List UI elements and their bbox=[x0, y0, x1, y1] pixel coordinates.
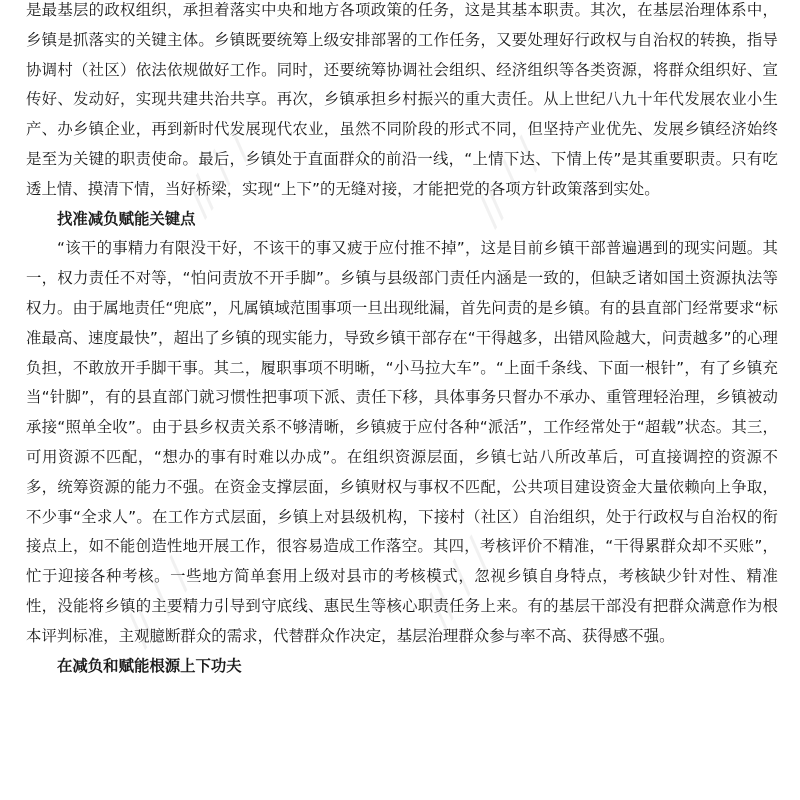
section-heading-key-points: 找准减负赋能关键点 bbox=[57, 209, 196, 228]
watermark-mark: ⁄⁄ ⁄ ⁄ bbox=[466, 133, 555, 230]
watermark-mark: ⁄⁄ ⁄ ⁄ bbox=[176, 123, 265, 220]
section-heading-root-causes: 在减负和赋能根源上下功夫 bbox=[57, 656, 242, 675]
paragraph-intro-continued: 是最基层的政权组织，承担着落实中央和地方各项政策的任务，这是其基本职责。其次，在基层治理体系中，乡镇是抓落实的关键主体。乡镇既要统筹上级安排部署的工作任务，又要处理好行政权与自治权的转换，指导协调村（社区）依法依规做好工作。同时，还要统筹协调社会组织、经济组织等各类资源，将群众组织好、宣传好、发动好，实现共建共治共享。再次，乡镇承担乡村振兴的重大责任。从上世纪八九十年代发展农业小生产、办乡镇企业，再到新时代发展现代农业，虽然不同阶段的形式不同，但坚持产业优先、发展乡镇经济始终是至为关键的职责使命。最后，乡镇处于直面群众的前沿一线，“上情下达、下情上传”是其重要职责。只有吃透上情、摸清下情，当好桥梁，实现“上下”的无缝对接，才能把党的各项方针政策落到实处。 bbox=[26, 1, 778, 198]
watermark-mark: ⁄⁄ ⁄ ⁄ bbox=[416, 533, 505, 630]
article-body bbox=[26, 0, 778, 681]
paragraph-key-points: “该干的事精力有限没干好，不该干的事又疲于应付推不掉”，这是目前乡镇干部普遍遇到的现实问题。其一，权力责任不对等，“怕问责放不开手脚”。乡镇与县级部门责任内涵是一致的，但缺乏诸如国土资源执法等权力。由于属地责任“兜底”，凡属镇域范围事项一旦出现纰漏，首先问责的是乡镇。有的县直部门经常要求“标准最高、速度最快”，超出了乡镇的现实能力，导致乡镇干部存在“干得越多，出错风险越大，问责越多”的心理负担，不敢放开手脚干事。其二，履职事项不明晰，“小马拉大车”。“上面千条线、下面一根针”，有了乡镇充当“针脚”，有的县直部门就习惯性把事项下派、责任下移，具体事务只督办不承办、重管理轻治理，乡镇被动承接“照单全收”。由于县乡权责关系不够清晰，乡镇疲于应付各种“派活”，工作经常处于“超载”状态。其三，可用资源不匹配，“想办的事有时难以办成”。在组织资源层面，乡镇七站八所改革后，可直接调控的资源不多，统筹资源的能力不强。在资金支撑层面，乡镇财权与事权不匹配，公共项目建设资金大量依赖向上争取，不少事“全求人”。在工作方式层面，乡镇上对县级机构，下接村（社区）自治组织，处于行政权与自治权的衔接点上，如不能创造性地开展工作，很容易造成工作落空。其四，考核评价不精准，“干得累群众却不买账”，忙于迎接各种考核。一些地方简单套用上级对县市的考核模式，忽视乡镇自身特点，考核缺少针对性、精准性，没能将乡镇的主要精力引导到守底线、惠民生等核心职责任务上来。有的基层干部没有把群众满意作为根本评判标准，主观臆断群众的需求，代替群众作决定，基层治理群众参与率不高、获得感不强。 bbox=[26, 239, 778, 645]
watermark-mark: ⁄⁄ ⁄ ⁄ bbox=[116, 553, 205, 650]
